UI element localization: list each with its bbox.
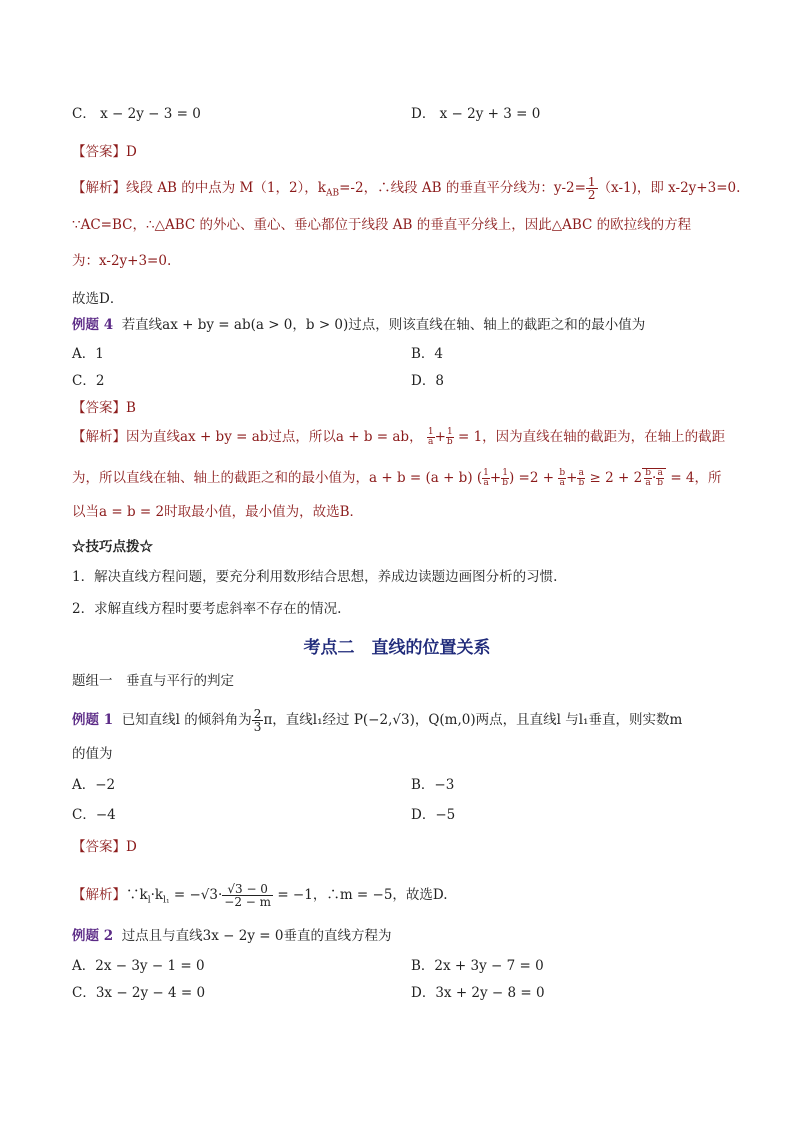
example-2-question	[72, 927, 391, 945]
subscript: AB	[325, 188, 340, 199]
example-label: 例题 2	[72, 928, 114, 944]
fraction: $\frac{b}{a}$	[559, 468, 566, 488]
analysis-text: = −√3·	[173, 887, 223, 903]
option-b: B．2x + 3y − 7 = 0	[411, 958, 544, 974]
analysis-text: （x-1)，即 x-2y+3=0.	[597, 180, 741, 196]
analysis-text: =-2，∴线段 AB 的垂直平分线为：y-2=	[339, 180, 586, 196]
analysis-text: ·k	[150, 887, 164, 903]
answer-label: 【答案】D	[72, 839, 137, 855]
fraction: $\frac{1}{a}$	[427, 427, 434, 447]
choose-answer: 故选D．	[72, 291, 124, 307]
analysis-line-2: 为，所以直线在轴、轴上的截距之和的最小值为，a + b = (a + b) ( $\frac{1}{a}$ + $\frac{1}{b}$ ) =2 + $\frac{b}{a}$ + $\frac{a}{b}$ ≥ 2 + 2 $\frac{b}{a}$ · $\frac{a}{b}$ = 4，所	[72, 468, 722, 488]
question-text: π，直线l₁经过 P(−2,√3)，Q(m,0)两点，且直线l 与l₁垂直，则实数m	[263, 712, 683, 728]
analysis-tag: 【解析】	[72, 887, 126, 903]
option-c: C．−4	[72, 807, 116, 823]
analysis-text: 为，所以直线在轴、轴上的截距之和的最小值为，a + b = (a + b)	[72, 470, 473, 486]
subscript: l	[147, 895, 151, 906]
analysis-text: = −1，∴m = −5，故选D.	[277, 887, 448, 903]
answer-label: 【答案】B	[72, 400, 136, 416]
question-text: 若直线ax + by = ab(a > 0，b > 0)过点，则该直线在轴、轴上的截距之和的最小值为	[121, 317, 646, 333]
analysis-line-1	[72, 883, 448, 910]
analysis-line-2: ∵AC=BC，∴△ABC 的外心、重心、垂心都位于线段 AB 的垂直平分线上，因此△ABC 的欧拉线的方程	[72, 217, 692, 233]
analysis-line-1	[72, 176, 740, 203]
option-b: B．4	[411, 346, 444, 362]
fraction: $\frac{1}{b}$	[502, 468, 508, 488]
analysis-text: ∵k	[126, 887, 148, 903]
question-text: 过点且与直线3x − 2y = 0垂直的直线方程为	[121, 928, 392, 944]
example-label: 例题 1	[72, 712, 114, 728]
option-c: C．2	[72, 373, 105, 389]
analysis-text: 因为直线ax + by = ab过点，所以a + b = ab，	[126, 429, 423, 445]
analysis-text: ≥ 2 + 2	[589, 470, 643, 486]
example-1-question	[72, 708, 682, 733]
subscript: l₁	[163, 895, 170, 906]
analysis-tag: 【解析】	[72, 429, 126, 445]
option-a: A．2x − 3y − 1 = 0	[72, 958, 205, 974]
fraction: $\frac{1}{a}$	[483, 468, 489, 488]
analysis-text: =2 +	[518, 470, 555, 486]
analysis-text: 线段 AB 的中点为 M（1，2），k	[126, 180, 326, 196]
square-root: $\frac{b}{a}$ · $\frac{a}{b}$	[642, 468, 666, 488]
option-a: A．1	[72, 346, 104, 362]
analysis-tag: 【解析】	[72, 180, 126, 196]
analysis-line-1	[72, 428, 725, 447]
section-title: 考点二 直线的位置关系	[303, 638, 491, 658]
option-b: B．−3	[411, 777, 455, 793]
answer-label: 【答案】D	[72, 144, 137, 160]
option-d: D．8	[411, 373, 444, 389]
fraction: $\frac{2}{3}$	[253, 707, 262, 734]
fraction: $\frac{1}{b}$	[446, 427, 453, 447]
fraction: $\frac{a}{b}$	[578, 468, 585, 488]
tip-1: 1．解决直线方程问题，要充分利用数形结合思想，养成边读题边画图分析的习惯.	[72, 569, 558, 585]
plus-sign: +	[434, 429, 446, 445]
analysis-text: = 4，所	[670, 470, 722, 486]
analysis-text: = 1，因为直线在轴的截距为，在轴上的截距	[457, 429, 726, 445]
fraction: $\frac{√3 - 0}{-2 - m}$	[224, 882, 272, 909]
option-c: C．3x − 2y − 4 = 0	[72, 985, 206, 1001]
analysis-line-3: 以当a = b = 2时取最小值，最小值为，故选B．	[72, 504, 363, 520]
option-a: A．−2	[72, 777, 116, 793]
example-label: 例题 4	[72, 317, 114, 333]
example-4-question	[72, 316, 645, 334]
option-d: D．−5	[411, 807, 456, 823]
option-c: C． x − 2y − 3 = 0	[72, 106, 201, 122]
group-heading: 题组一 垂直与平行的判定	[72, 673, 234, 689]
analysis-line-3: 为：x-2y+3=0.	[72, 253, 172, 269]
question-continuation: 的值为	[72, 746, 113, 762]
tips-heading: ☆技巧点拨☆	[72, 539, 153, 555]
option-d: D．3x + 2y − 8 = 0	[411, 985, 545, 1001]
option-d: D． x − 2y + 3 = 0	[411, 106, 541, 122]
question-text: 已知直线l 的倾斜角为	[121, 712, 252, 728]
tip-2: 2．求解直线方程时要考虑斜率不存在的情况.	[72, 601, 342, 617]
fraction: $\frac{1}{2}$	[587, 175, 596, 202]
